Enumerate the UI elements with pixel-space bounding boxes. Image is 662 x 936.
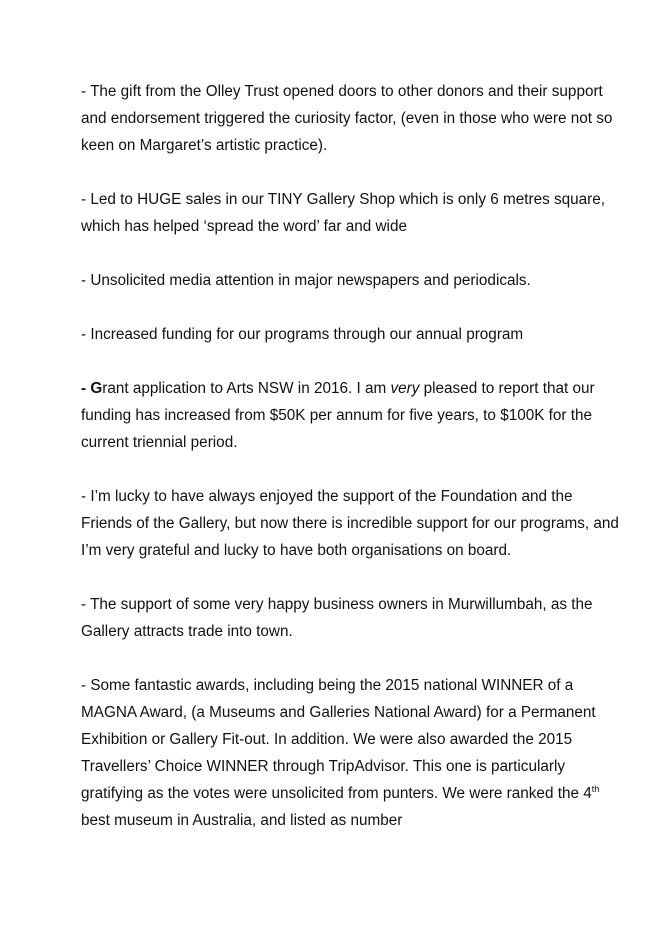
paragraph-foundation-support: - I’m lucky to have always enjoyed the support of the Foundation and the Friends of the Gallery, but now there is incredible support for our programs, and I’m very grateful and lucky to have both organisations on board. <box>81 488 619 559</box>
paragraph-business-owners: - The support of some very happy business owners in Murwillumbah, as the Gallery attracts trade into town. <box>81 596 593 640</box>
awards-text-end: best museum in Australia, and listed as number <box>81 812 403 829</box>
paragraph-olley-trust-gift: - The gift from the Olley Trust opened doors to other donors and their support and endorsement triggered the curiosity factor, (even in those who were not so keen on Margaret’s artistic practice). <box>81 83 613 154</box>
bold-prefix: - G <box>81 380 103 397</box>
ordinal-superscript: th <box>591 784 600 794</box>
grant-text-end: pleased to report that our funding has increased from $50K per annum for five years, to $100K for the current triennial period. <box>81 380 595 451</box>
emphasis-very: very <box>390 380 420 397</box>
paragraph-media-attention: - Unsolicited media attention in major newspapers and periodicals. <box>81 272 531 289</box>
document-page <box>81 78 621 861</box>
grant-text-start: rant application to Arts NSW in 2016. I am <box>102 380 391 397</box>
paragraph-gallery-shop-sales: - Led to HUGE sales in our TINY Gallery Shop which is only 6 metres square, which has helped ‘spread the word’ far and wide <box>81 191 606 235</box>
paragraph-grant-application <box>81 375 621 456</box>
awards-text-start: - Some fantastic awards, including being the 2015 national WINNER of a MAGNA Award, (a Museums and Galleries National Award) for a Permanent Exhibition or Gallery Fit-out. In addition. We were also awarded the 2015 Travellers’ Choice WINNER through TripAdvisor. This one is particularly gratifying as the votes were unsolicited from punters. We were ranked the 4 <box>81 677 596 802</box>
paragraph-increased-funding: - Increased funding for our programs through our annual program <box>81 326 524 343</box>
paragraph-awards <box>81 672 621 834</box>
